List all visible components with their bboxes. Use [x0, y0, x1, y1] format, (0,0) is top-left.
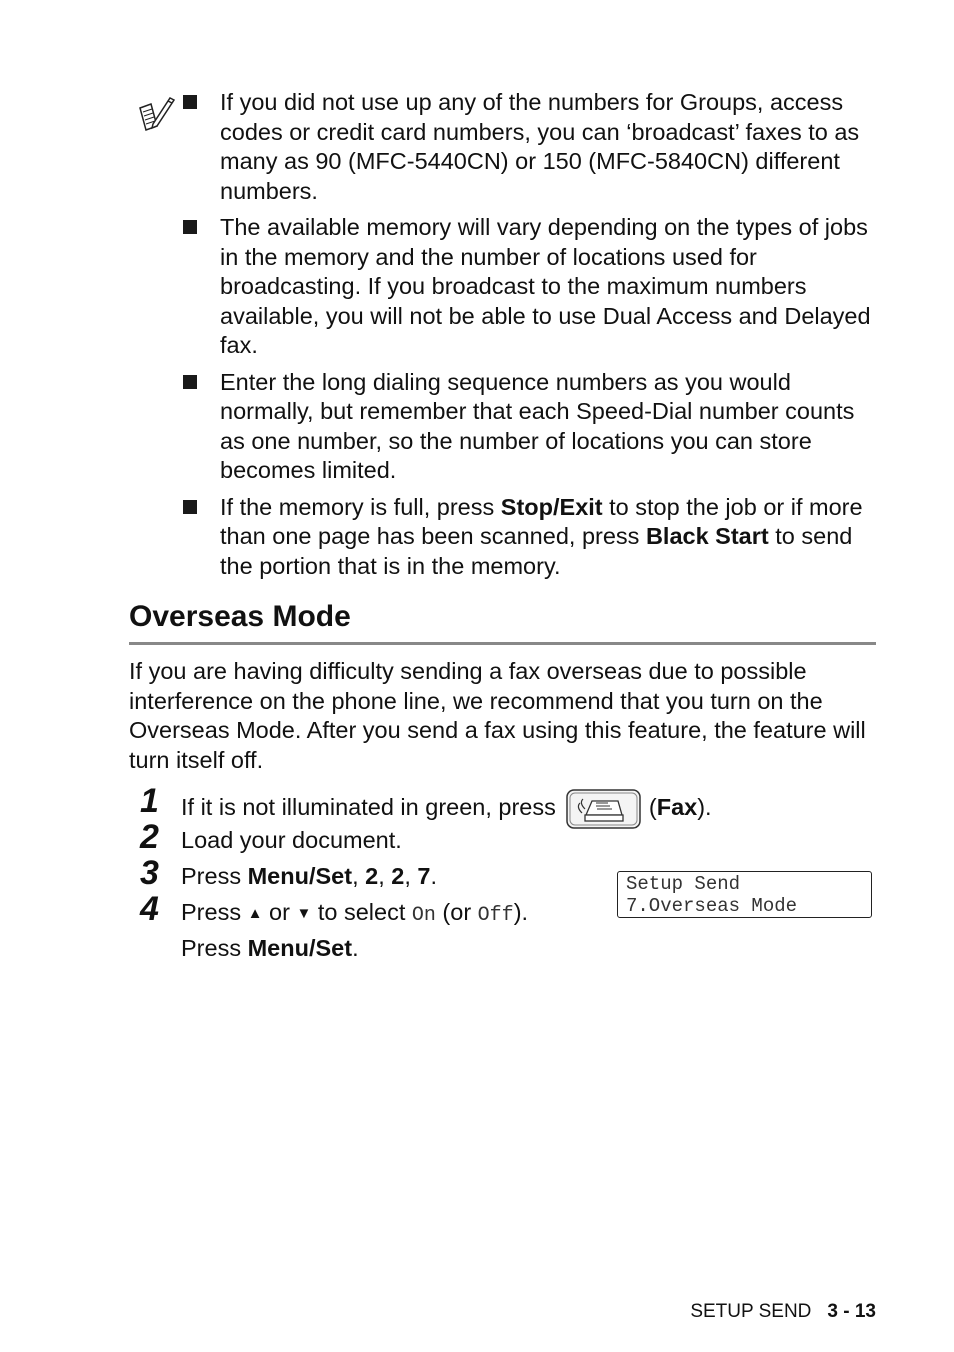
black-start-key: Black Start [645, 523, 769, 549]
down-arrow-icon: ▼ [296, 905, 312, 922]
note-text: Enter the long dialing sequence numbers as you would normally, but remember that each Speed-Dial number counts as one number, so the number of locations you can store becomes limited. [220, 368, 855, 483]
step-number: 4 [140, 890, 159, 928]
fax-key: Fax [656, 794, 698, 820]
step-number: 1 [140, 782, 159, 820]
section-divider [129, 642, 876, 645]
step-number: 3 [140, 854, 159, 892]
menu-set-key: Menu/Set [247, 935, 353, 961]
note-text: If the memory is full, press Stop/Exit to stop the job or if more than one page has been scanned, press Black Start to send the portion that is in the memory. [220, 493, 863, 579]
fax-button-icon [566, 789, 641, 829]
section-intro: If you are having difficulty sending a fax overseas due to possible interference on the phone line, we recommend that you turn on the Overseas Mode. After you send a fax using this feature, the feature will turn itself off. [129, 658, 866, 773]
option-off: Off [477, 904, 514, 927]
lcd-line-1: Setup Send [626, 873, 741, 895]
bullet-square-icon [183, 375, 197, 389]
note-item [181, 493, 881, 582]
section-title: Overseas Mode [129, 600, 351, 633]
note-item [181, 368, 881, 486]
page-footer [690, 1300, 876, 1324]
note-text: If you did not use up any of the numbers for Groups, access codes or credit card numbers, you can ‘broadcast’ faxes to as many as 90 (MFC-5440CN) or 150 (MFC-5840CN) different numbers. [220, 89, 860, 204]
note-item [181, 88, 881, 206]
option-on: On [411, 904, 436, 927]
menu-set-key: Menu/Set [247, 863, 353, 889]
lcd-display [617, 871, 872, 918]
footer-section: SETUP SEND [690, 1301, 812, 1322]
bullet-square-icon [183, 95, 197, 109]
step-number: 2 [140, 818, 159, 856]
note-list [181, 88, 881, 588]
step-text: Load your document. [181, 827, 402, 853]
note-text: The available memory will vary depending on the types of jobs in the memory and the number of locations used for broadcasting. If you broadcast to the maximum numbers available, you will not be able to use Dual Access and Delayed fax. [220, 214, 871, 358]
up-arrow-icon: ▲ [247, 905, 263, 922]
note-item [181, 213, 881, 361]
stop-exit-key: Stop/Exit [500, 493, 603, 520]
page-number: 3 - 13 [827, 1301, 876, 1322]
lcd-line-2: 7.Overseas Mode [626, 895, 798, 917]
bullet-square-icon [183, 220, 197, 234]
note-pencil-icon [137, 94, 177, 134]
bullet-square-icon [183, 500, 197, 514]
